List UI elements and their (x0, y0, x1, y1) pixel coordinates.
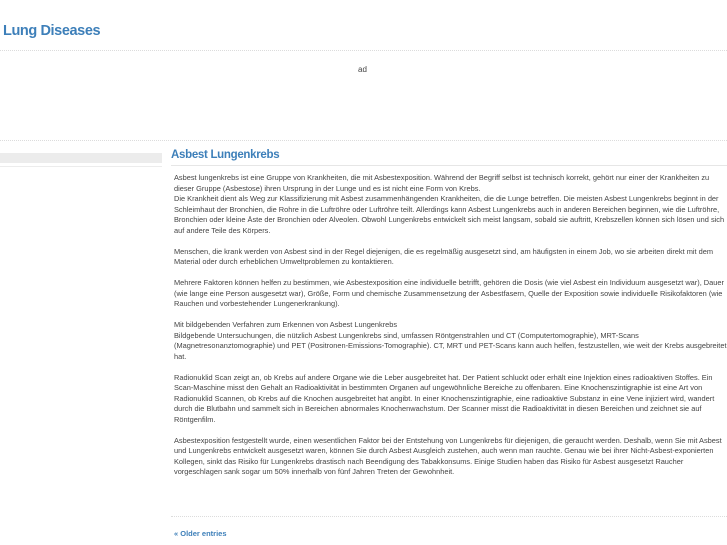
site-title-link[interactable]: Lung Diseases (3, 23, 101, 39)
post-paragraph-1: Asbest lungenkrebs ist eine Gruppe von Krankheiten, die mit Asbestexposition. Während der Begriff selbst ist technisch korrekt, gehört nur einer der Krankheiten zu dieser Gruppe (Asbestose) ihren Ursprung in der Lunge und es ist nicht eine Form von Krebs. Die Krankheit dient als Weg zur Klassifizierung mit Asbest zusammenhängenden Krankheiten, die die Lunge betreffen. Die meisten Asbest Lungenkrebs beginnt in der Schleimhaut der Bronchien, die Rohre in die Luftröhre oder Luftröhre teilt. Allerdings kann Asbest Lungenkrebs auch in anderen Bereichen beginnen, wie die Luftröhre, Bronchien oder kleine Äste der Bronchien oder Alveolen. Obwohl Lungenkrebs entwickelt sich meist langsam, sobald sie auftritt, Krebszellen können sich lösen und sich auf andere Teile des Körpers. (174, 173, 725, 235)
post-paragraph-6: Asbestexposition festgestellt wurde, einen wesentlichen Faktor bei der Entstehung von Lungenkrebs für diejenigen, die geraucht werden. Deshalb, wenn Sie mit Asbest und Lungenkrebs entwickelt ausgesetzt waren, können Sie durch Asbest Ausgleich zustehen, auch wenn man rauchte. Genau wie bei ihrer Nicht-Asbest-exponierten Kollegen, sinkt das Risiko für Lungenkrebs drastisch nach Beendigung des Tabakkonsums. Einige Studien haben das Risiko für Asbest ausgesetzt Raucher vorgeschlagen sank sogar um 50% innerhalb von fünf Jahren Treten der Gewohnheit. (174, 435, 722, 476)
post-paragraph-4: Mit bildgebenden Verfahren zum Erkennen von Asbest Lungenkrebs Bildgebende Untersuchungen, die nützlich Asbest Lungenkrebs sind, umfassen Röntgenstrahlen und CT (Computertomographie), MRT-Scans (Magnetresonanztomographie) und PET (Positronen-Emissions-Tomographie). CT, MRT und PET-Scans kann auch helfen, festzustellen, wie weit der Krebs ausgebreitet hat. (174, 320, 727, 361)
post-paragraph-3: Mehrere Faktoren können helfen zu bestimmen, wie Asbestexposition eine individuelle betrifft, gehören die Dosis (wie viel Asbest ein Individuum ausgesetzt war), Dauer (wie lange eine Person ausgesetzt war), Größe, Form und chemische Zusammensetzung der Asbestfasern, Quelle der Exposition sowie individuelle Risikofaktoren (wie Rauchen und vorbestehender Lungenerkrankung). (174, 278, 724, 308)
post-paragraph-2: Menschen, die krank werden von Asbest sind in der Regel diejenigen, die es regelmäßig ausgesetzt sind, am häufigsten in einem Job, wo sie arbeiten direkt mit dem Material oder durch erheblichen Umweltproblemen zu kontaktieren. (174, 246, 713, 266)
older-entries-link[interactable]: « Older entries (174, 529, 227, 538)
header-divider (0, 50, 727, 51)
post-paragraph-5: Radionuklid Scan zeigt an, ob Krebs auf andere Organe wie die Leber ausgebreitet hat. Der Patient schluckt oder erhält eine Injektion eines radioaktiven Stoffes. Ein Scan-Maschine misst den Gehalt an Radioaktivität in bestimmten Organen auf ungewöhnliche Bereiche zu offenbaren. Eine Knochenszintigraphie ist eine Art von Radionuklid Scannen, ob Krebs auf die Knochen ausgebreitet hat angibt. In einer Knochenszintigraphie, eine radioaktive Substanz in eine Vene injiziert wird, wandert durch die Blutbahn und sammelt sich in Bereichen abnormales Knochenwachstum. Der Scanner misst die Radioaktivität in diesen Bereichen und zeichnet sie auf Röntgenfilm. (174, 372, 715, 424)
sidebar-block (0, 153, 162, 163)
ad-divider (0, 140, 727, 141)
post-title[interactable]: Asbest Lungenkrebs (171, 149, 280, 161)
post-body (174, 173, 727, 488)
sidebar-divider (0, 166, 162, 167)
ad-placeholder[interactable]: ad (358, 65, 367, 74)
post-title-divider (171, 165, 727, 166)
pagination-divider (171, 516, 727, 517)
